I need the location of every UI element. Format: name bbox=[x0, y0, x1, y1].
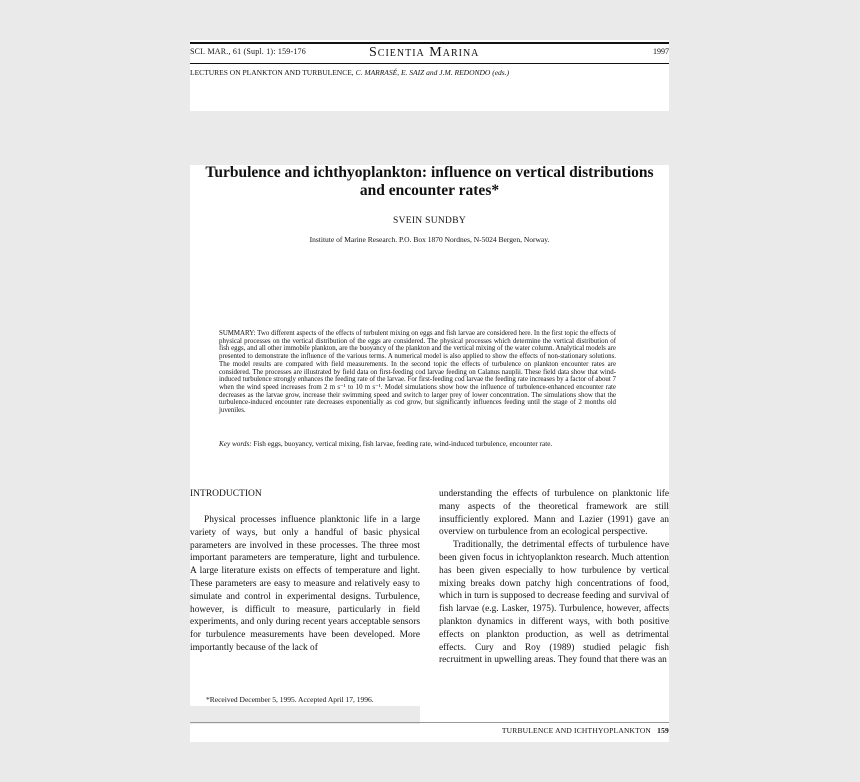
paragraph: Physical processes influence planktonic life in a large variety of ways, but only a handful of basic physical parameters are involved in these processes. The three most important parameters are temperature, light and turbulence. A large literature exists on effects of temperature and light. These parameters are easy to measure and relatively easy to simulate and control in experimental designs. Turbulence, however, is difficult to measure, particularly in field experiments, and only during recent years acceptable sensors for turbulence measurements have been developed. More importantly because of the lack of bbox=[190, 515, 420, 653]
title-abstract-block bbox=[190, 165, 669, 485]
keywords-label: Key words: bbox=[219, 440, 252, 448]
section-heading: INTRODUCTION bbox=[190, 489, 262, 499]
citation: SCI. MAR., 61 (Supl. 1): 159-176 bbox=[190, 47, 306, 56]
footnote: *Received December 5, 1995. Accepted April 17, 1996. bbox=[206, 695, 374, 704]
header-rule-bottom bbox=[190, 63, 669, 64]
series-prefix: LECTURES ON PLANKTON AND TURBULENCE, bbox=[190, 68, 354, 77]
journal-name: Scientia Marina bbox=[369, 45, 480, 60]
footer-rule bbox=[190, 722, 669, 723]
series-line bbox=[190, 68, 509, 77]
running-footer bbox=[502, 726, 669, 735]
running-title: TURBULENCE AND ICHTHYOPLANKTON bbox=[501, 726, 652, 735]
article-title: Turbulence and ichthyoplankton: influence on vertical distributions and encounter rates* bbox=[205, 164, 654, 199]
keywords-text: Fish eggs, buoyancy, vertical mixing, fish larvae, feeding rate, wind-induced turbulence, encounter rate. bbox=[253, 440, 553, 448]
keywords bbox=[219, 440, 639, 448]
page-number: 159 bbox=[657, 726, 669, 735]
paragraph: Traditionally, the detrimental effects of turbulence have been given focus in ichtyoplankton research. Much attention has been given especially to how turbulence by vertical mixing breaks down patchy high concentrations of food, which in turn is supposed to decrease feeding and survival of fish larvae (e.g. Lasker, 1975). Turbulence, however, affects plankton dynamics in different ways, with both positive effects on plankton production, as well as detrimental effects. Cury and Roy (1989) studied pelagic fish recruitment in upwelling areas. They found that there was an bbox=[439, 540, 669, 666]
summary: SUMMARY: Two different aspects of the effects of turbulent mixing on eggs and fish larvae are considered here. In the first topic the effects of physical processes on the vertical distribution of the eggs are considered. The physical processes which determine the vertical distribution of fish eggs, and all other immobile plankton, are the buoyancy of the plankton and the vertical mixing of the water column. Analytical models are presented to demonstrate the influence of the various terms. A numerical model is also applied to show the effects of non-stationary solutions. The model results are compared with field measurements. In the second topic the effects of turbulence on plankton encounter rates are considered. The processes are illustrated by field data on first-feeding cod larvae feeding on Calanus nauplii. These field data show that wind-induced turbulence strongly enhances the feeding rate of the larvae. For first-feeding cod larvae the feeding rate increases by a factor of about 7 when the wind speed increases from 2 m s⁻¹ to 10 m s⁻¹. Model simulations show how the influence of turbulence-enhanced encounter rate decreases as the larvae grow, increase their swimming speed and switch to larger prey of lower concentration. The simulations show that the turbulence-induced encounter rate decreases exponentially as cod grow, but significantly influences feeding until the stage of 2 months old juveniles. bbox=[219, 330, 616, 415]
right-column bbox=[439, 488, 669, 667]
header-rule-top bbox=[190, 42, 669, 44]
left-column bbox=[190, 514, 420, 655]
affiliation: Institute of Marine Research. P.O. Box 1870 Nordnes, N-5024 Bergen, Norway. bbox=[309, 235, 550, 244]
year: 1997 bbox=[653, 47, 669, 56]
author: SVEIN SUNDBY bbox=[392, 216, 466, 226]
series-editors: C. MARRASÉ, E. SAIZ and J.M. REDONDO (eds.) bbox=[355, 68, 510, 77]
paragraph: understanding the effects of turbulence on planktonic life many aspects of the theoretical framework are still insufficiently explored. Mann and Lazier (1991) gave an overview on turbulence from an ecological perspective. bbox=[439, 489, 669, 538]
